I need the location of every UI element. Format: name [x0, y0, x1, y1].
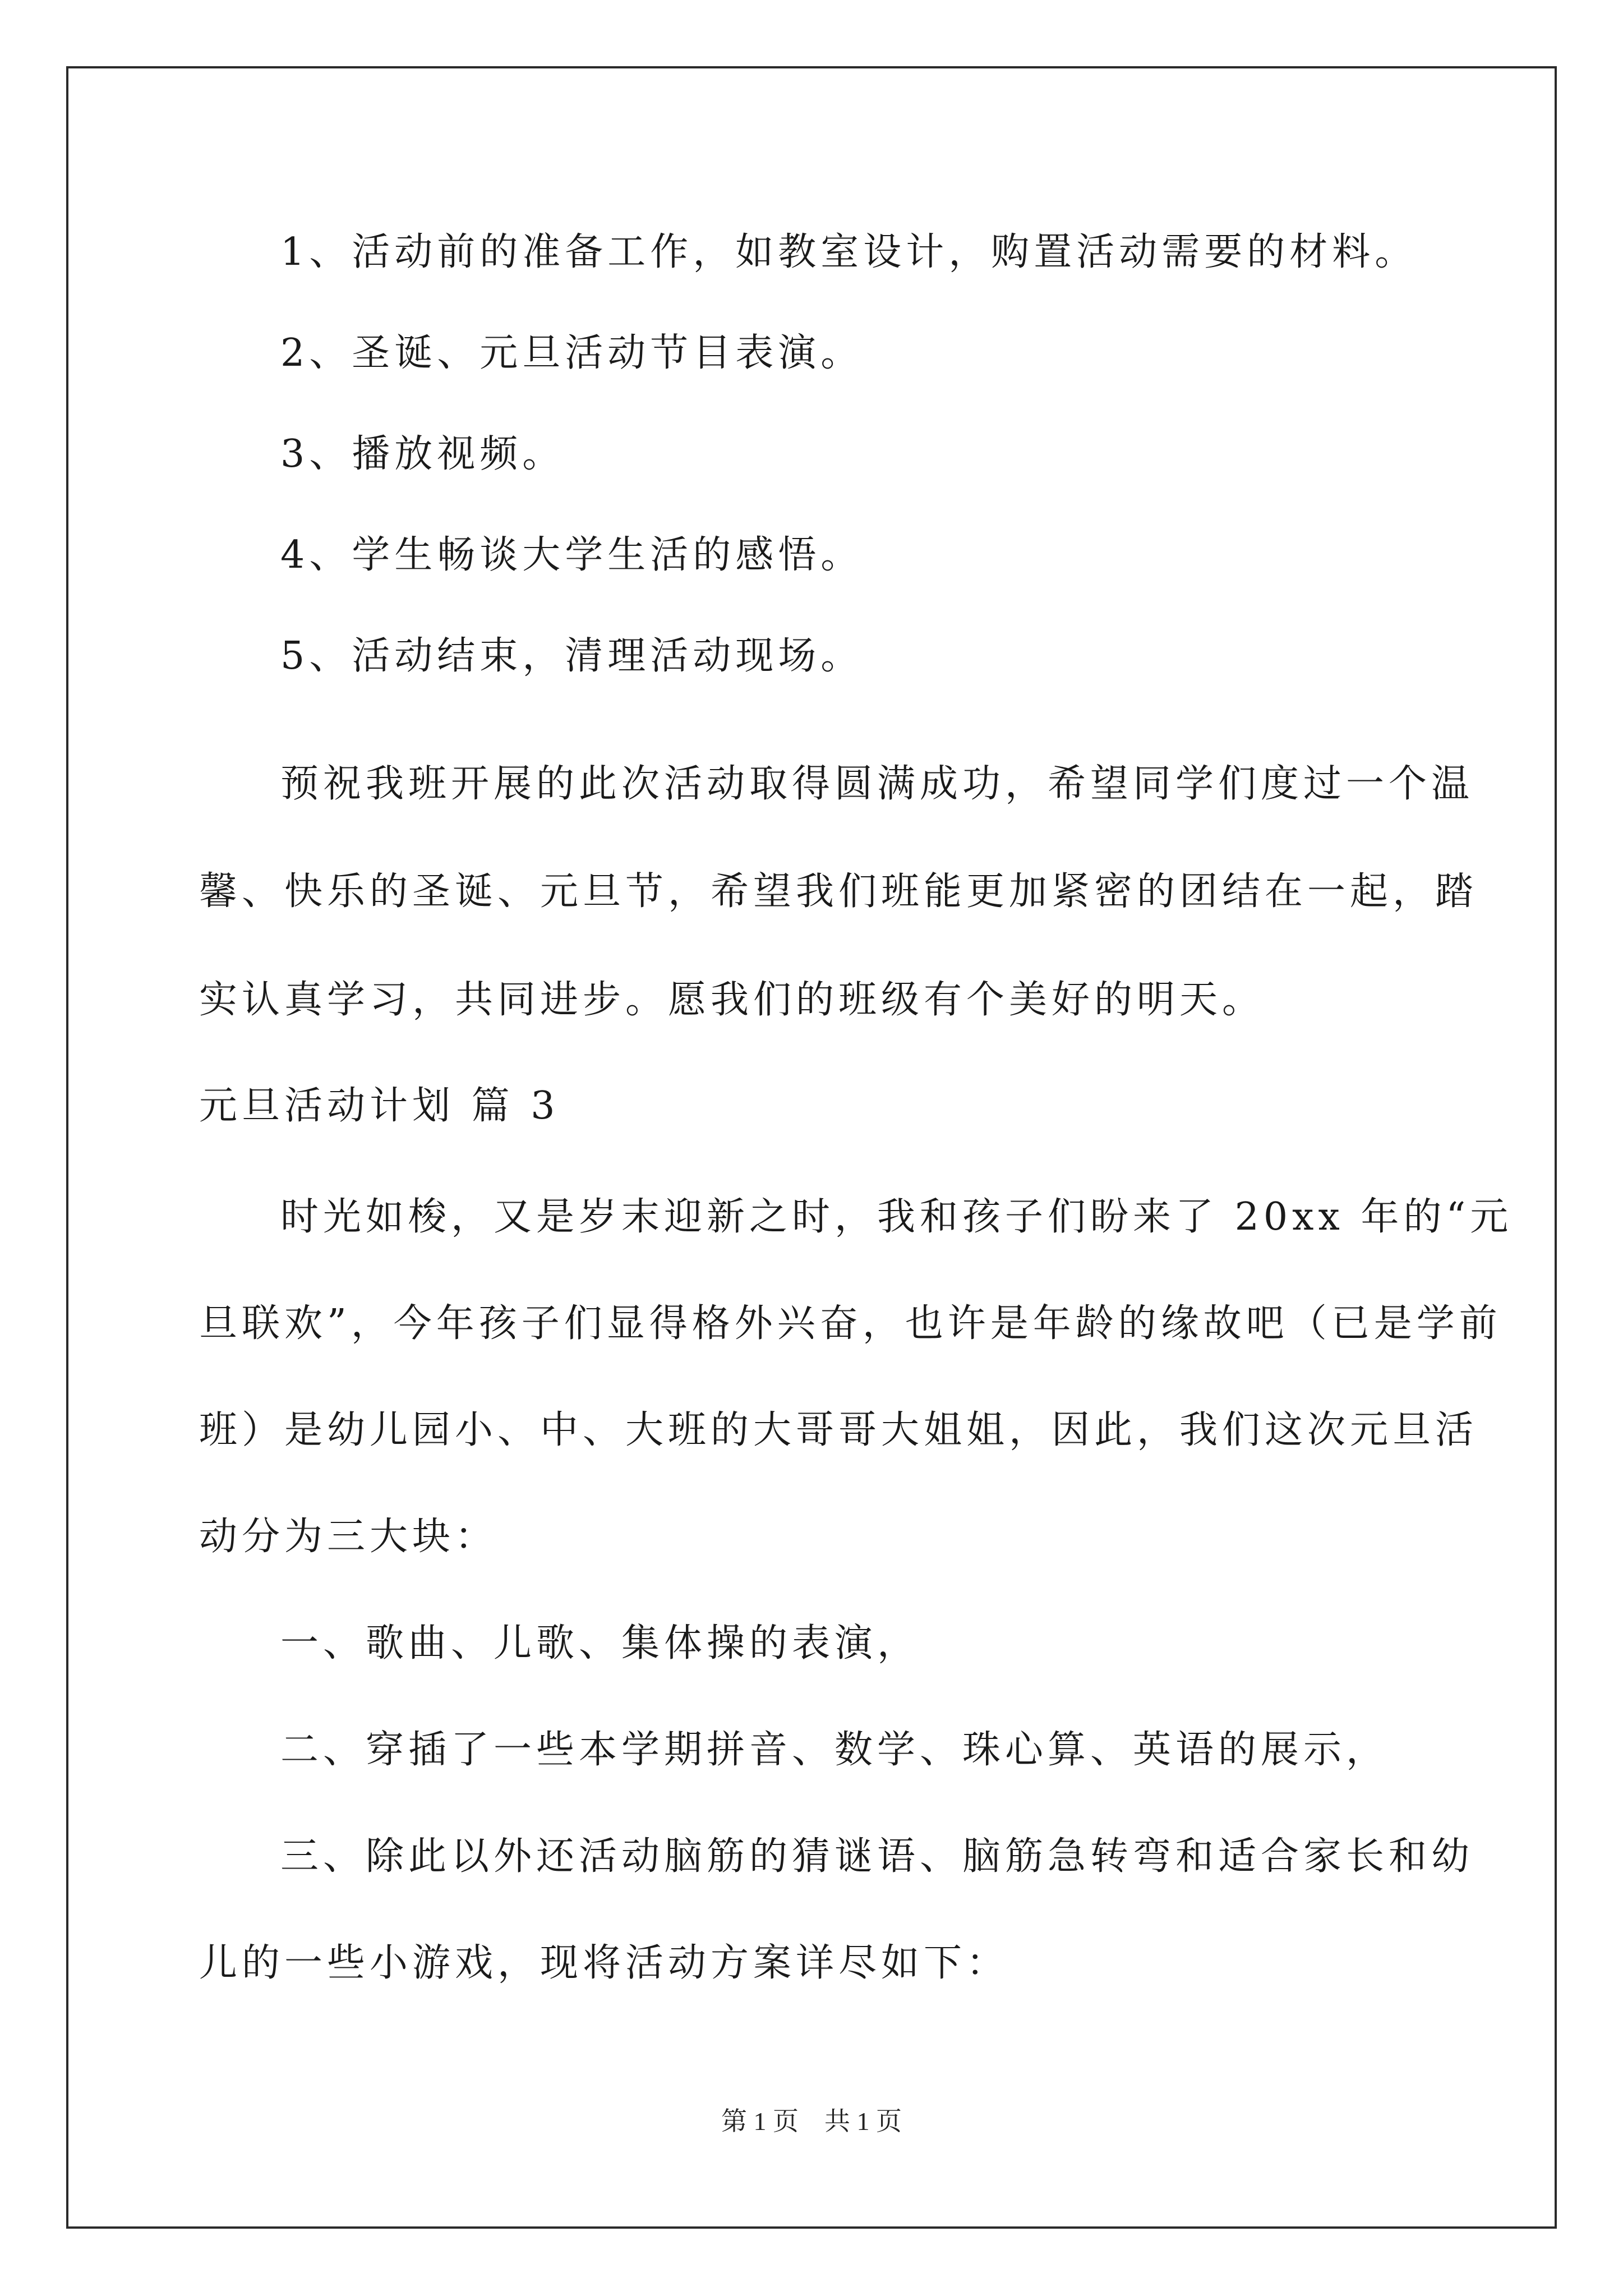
list-item: 三、除此以外还活动脑筋的猜谜语、脑筋急转弯和适合家长和幼: [280, 1834, 1474, 1879]
paragraph-line: 时光如梭，又是岁末迎新之时，我和孩子们盼来了 20xx 年的“元: [280, 1195, 1513, 1239]
paragraph-line: 实认真学习，共同进步。愿我们的班级有个美好的明天。: [199, 978, 1265, 1022]
section-heading: 元旦活动计划 篇 3: [199, 1084, 560, 1128]
list-item: 1、活动前的准备工作，如教室设计，购置活动需要的材料。: [280, 230, 1418, 274]
page-footer: 第 1 页 共 1 页: [721, 2107, 902, 2136]
paragraph-line: 班）是幼儿园小、中、大班的大哥哥大姐姐，因此，我们这次元旦活: [199, 1408, 1478, 1452]
paragraph-line: 旦联欢”，今年孩子们显得格外兴奋，也许是年龄的缘故吧（已是学前: [199, 1301, 1502, 1346]
list-item: 3、播放视频。: [280, 432, 565, 476]
paragraph-line: 馨、快乐的圣诞、元旦节，希望我们班能更加紧密的团结在一起，踏: [199, 869, 1478, 914]
paragraph-line: 预祝我班开展的此次活动取得圆满成功，希望同学们度过一个温: [280, 762, 1474, 806]
paragraph-line: 儿的一些小游戏，现将活动方案详尽如下：: [199, 1941, 1009, 1985]
page-border: [66, 66, 1557, 2229]
paragraph-line: 动分为三大块：: [199, 1515, 498, 1559]
list-item: 5、活动结束，清理活动现场。: [280, 634, 864, 678]
list-item: 2、圣诞、元旦活动节目表演。: [280, 331, 864, 375]
list-item: 二、穿插了一些本学期拼音、数学、珠心算、英语的展示，: [280, 1728, 1389, 1772]
list-item: 一、歌曲、儿歌、集体操的表演，: [280, 1621, 920, 1665]
list-item: 4、学生畅谈大学生活的感悟。: [280, 533, 864, 577]
